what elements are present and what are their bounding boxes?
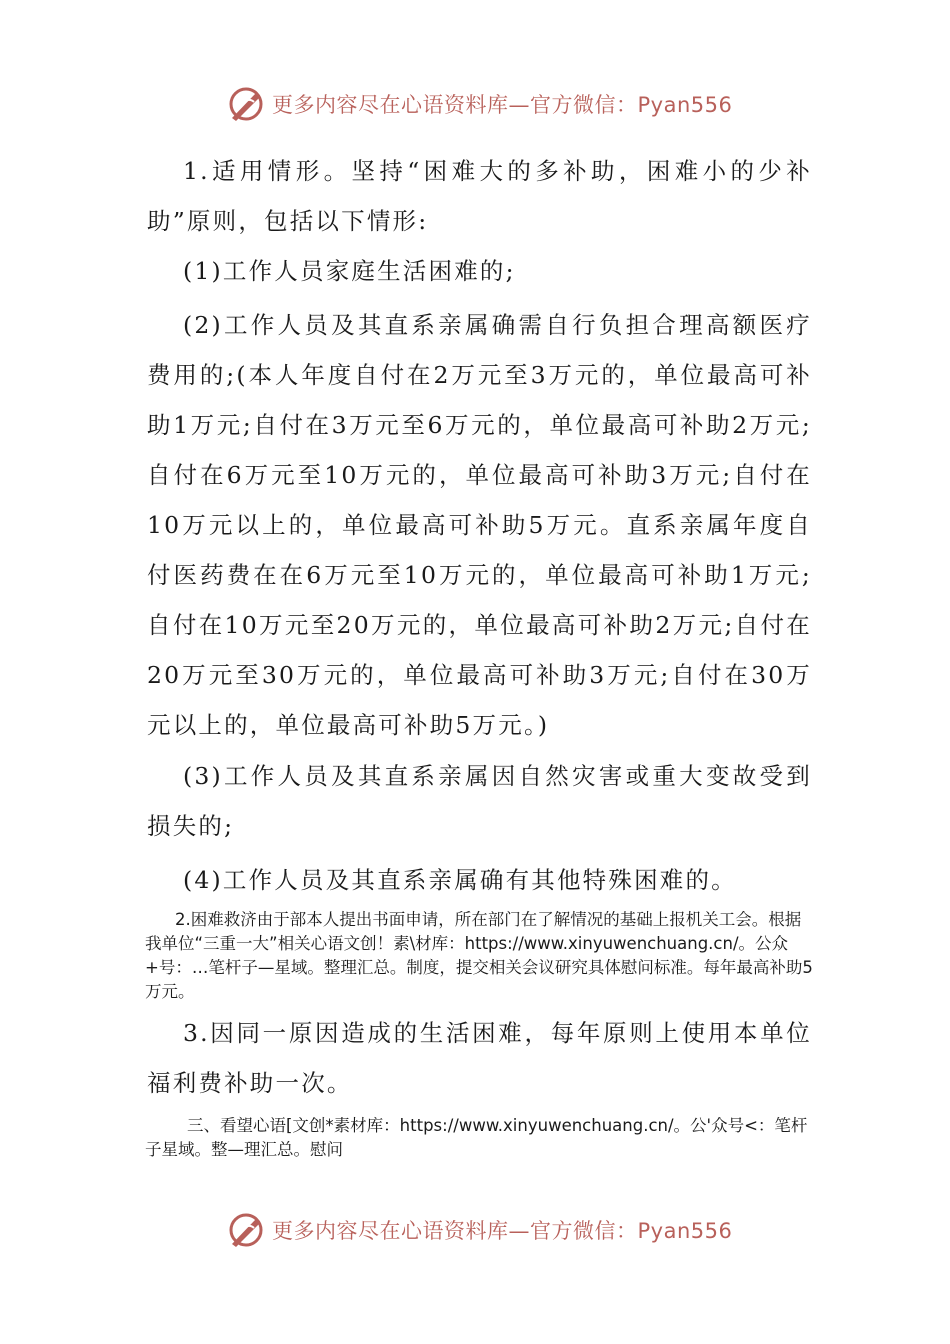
paragraph-item-4-special: (4)工作人员及其直系亲属确有其他特殊困难的。 [183, 866, 737, 894]
paragraph-applicable-situations: 1.适用情形。坚持“困难大的多补助，困难小的少补助”原则，包括以下情形: [147, 157, 812, 235]
pen-logo-icon [226, 84, 266, 124]
header-watermark-banner [226, 82, 746, 126]
banner-text: 更多内容尽在心语资料库—官方微信：Pyan556 [272, 93, 733, 117]
paragraph-item-3-disaster: (3)工作人员及其直系亲属因自然灾害或重大变故受到损失的; [147, 762, 812, 840]
footer-watermark-banner [226, 1208, 746, 1252]
paragraph-item-1: (1)工作人员家庭生活困难的; [183, 257, 516, 285]
banner-text: 更多内容尽在心语资料库—官方微信：Pyan556 [272, 1219, 733, 1243]
paragraph-item-2-medical: (2)工作人员及其直系亲属确需自行负担合理高额医疗费用的;(本人年度自付在2万元至3万元的，单位最高可补助1万元;自付在3万元至6万元的，单位最高可补助2万元;自付在6万元至10万元的，单位最高可补助3万元;自付在10万元以上的，单位最高可补助5万元。直系亲属年度自付医药费在在6万元至10万元的，单位最高可补助1万元;自付在10万元至20万元的，单位最高可补助2万元;自付在20万元至30万元的，单位最高可补助3万元;自付在30万元以上的，单位最高可补助5万元。) [147, 311, 812, 739]
paragraph-section-three: 三、看望心语[文创*素材库：https://www.xinyuwenchuang.cn/。公'众号<：笔杆子星域。整—理汇总。慰问 [145, 1116, 808, 1159]
pen-logo-icon [226, 1210, 266, 1250]
paragraph-once-per-year: 3.因同一原因造成的生活困难，每年原则上使用本单位福利费补助一次。 [147, 1019, 812, 1097]
paragraph-application-procedure: 2.困难救济由于部本人提出书面申请，所在部门在了解情况的基础上报机关工会。根据我单位“三重一大”相关心语文创！素\材库：https://www.xinyuwenchuang.cn/。公众+号：…笔杆子—星域。整理汇总。制度，提交相关会议研究具体慰问标准。每年最高补助5万元。 [145, 910, 813, 1001]
